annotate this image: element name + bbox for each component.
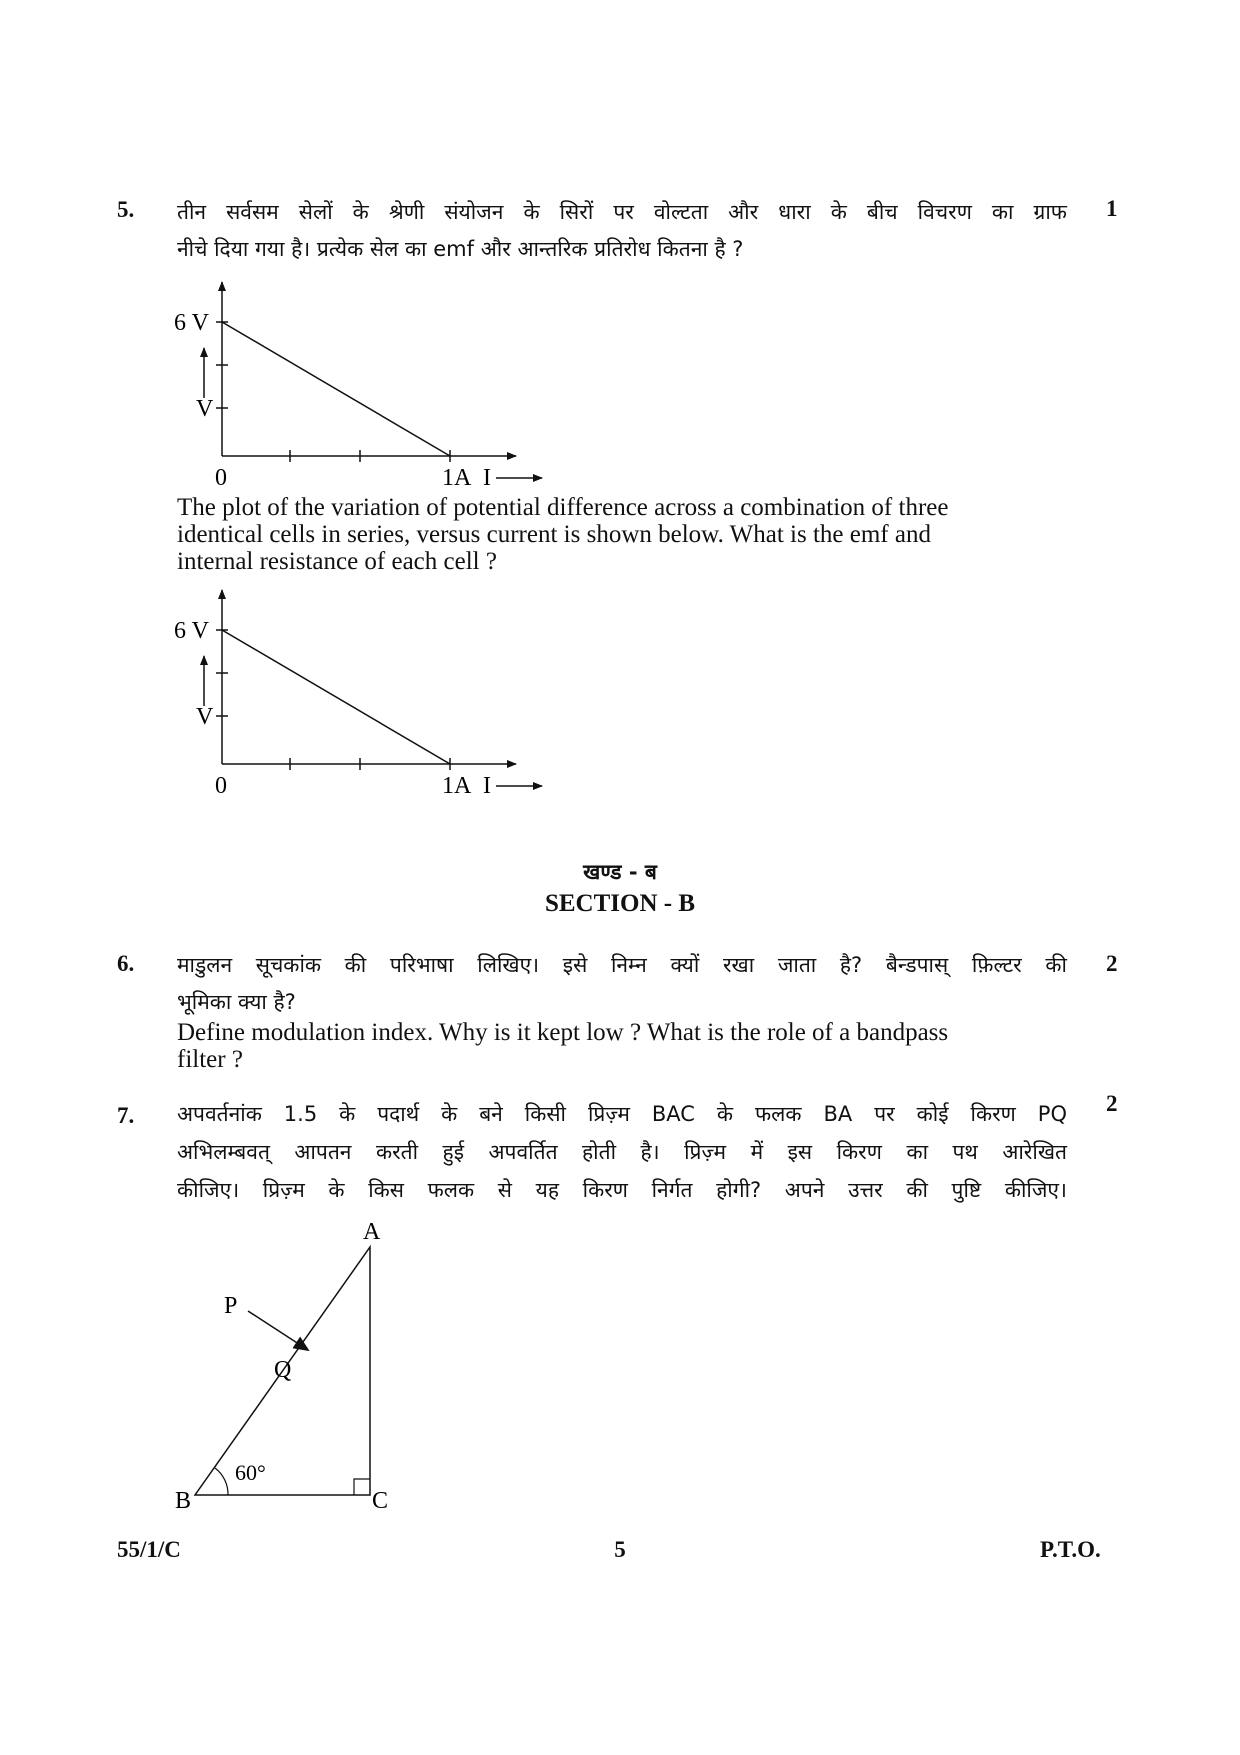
vertex-b-label: B (175, 1488, 192, 1514)
question-marks: 2 (1106, 1091, 1118, 1116)
y-tick-label: 6 V (174, 310, 209, 336)
x-axis-label: I (483, 465, 491, 491)
x-end-label: 1A (442, 773, 472, 799)
point-p-label: P (224, 1293, 238, 1319)
question-5-hindi-line-2: नीचे दिया गया है। प्रत्येक सेल का emf और आन्तरिक प्रतिरोध कितना है ? (177, 237, 744, 261)
vi-graph-english (160, 578, 560, 803)
question-marks: 2 (1106, 951, 1118, 976)
y-axis-label: V (196, 396, 214, 422)
section-heading-hindi: खण्ड - ब (583, 860, 657, 884)
question-7-hindi-line-3: कीजिए। प्रिज़्म के किस फलक से यह किरण निर्गत होगी? अपने उत्तर की पुष्टि कीजिए। (177, 1178, 1067, 1202)
question-6-hindi-line-2: भूमिका क्या है? (177, 990, 296, 1014)
angle-arc (215, 1468, 228, 1495)
question-6-english-line-1: Define modulation index. Why is it kept low ? What is the role of a bandpass (177, 1019, 949, 1046)
x-end-label: 1A (442, 465, 472, 491)
question-6-english-line-2: filter ? (177, 1046, 243, 1073)
right-angle-mark (354, 1479, 370, 1495)
page-number: 5 (614, 1537, 626, 1562)
vertex-a-label: A (363, 1219, 381, 1245)
pto-label: P.T.O. (1040, 1537, 1101, 1562)
point-q-label: Q (274, 1357, 292, 1383)
question-7-hindi-line-2: अभिलम्बवत् आपतन करती हुई अपवर्तित होती है। प्रिज़्म में इस किरण का पथ आरेखित (177, 1140, 1067, 1164)
question-5-english-line-3: internal resistance of each cell ? (177, 548, 497, 575)
prism-diagram (170, 1215, 410, 1515)
data-line (222, 630, 450, 764)
question-5-english-line-2: identical cells in series, versus current is shown below. What is the emf and (177, 521, 931, 548)
origin-label: 0 (215, 465, 227, 491)
question-7-hindi-line-1: अपवर्तनांक 1.5 के पदार्थ के बने किसी प्रिज़्म BAC के फलक BA पर कोई किरण PQ (177, 1102, 1067, 1126)
data-line (222, 322, 450, 456)
x-axis-label: I (483, 773, 491, 799)
angle-label: 60° (235, 1460, 266, 1485)
question-number: 6. (117, 951, 135, 976)
vertex-c-label: C (372, 1488, 389, 1514)
question-5-hindi-line-1: तीन सर्वसम सेलों के श्रेणी संयोजन के सिरों पर वोल्टता और धारा के बीच विचरण का ग्राफ (177, 200, 1067, 224)
origin-label: 0 (215, 773, 227, 799)
incident-ray (248, 1311, 308, 1350)
question-5-english-line-1: The plot of the variation of potential difference across a combination of three (177, 494, 949, 521)
question-6-english (177, 1019, 1067, 1073)
question-marks: 1 (1106, 196, 1118, 221)
section-heading-english: SECTION - B (544, 890, 696, 917)
question-number: 7. (117, 1103, 135, 1128)
question-5-english (177, 494, 1067, 575)
question-number: 5. (117, 197, 135, 222)
y-tick-label: 6 V (174, 618, 209, 644)
vi-graph-hindi (160, 270, 560, 495)
y-axis-label: V (196, 704, 214, 730)
paper-code: 55/1/C (117, 1537, 181, 1562)
question-6-hindi-line-1: माडुलन सूचकांक की परिभाषा लिखिए। इसे निम्न क्यों रखा जाता है? बैन्डपास् फ़िल्टर की (177, 953, 1067, 977)
